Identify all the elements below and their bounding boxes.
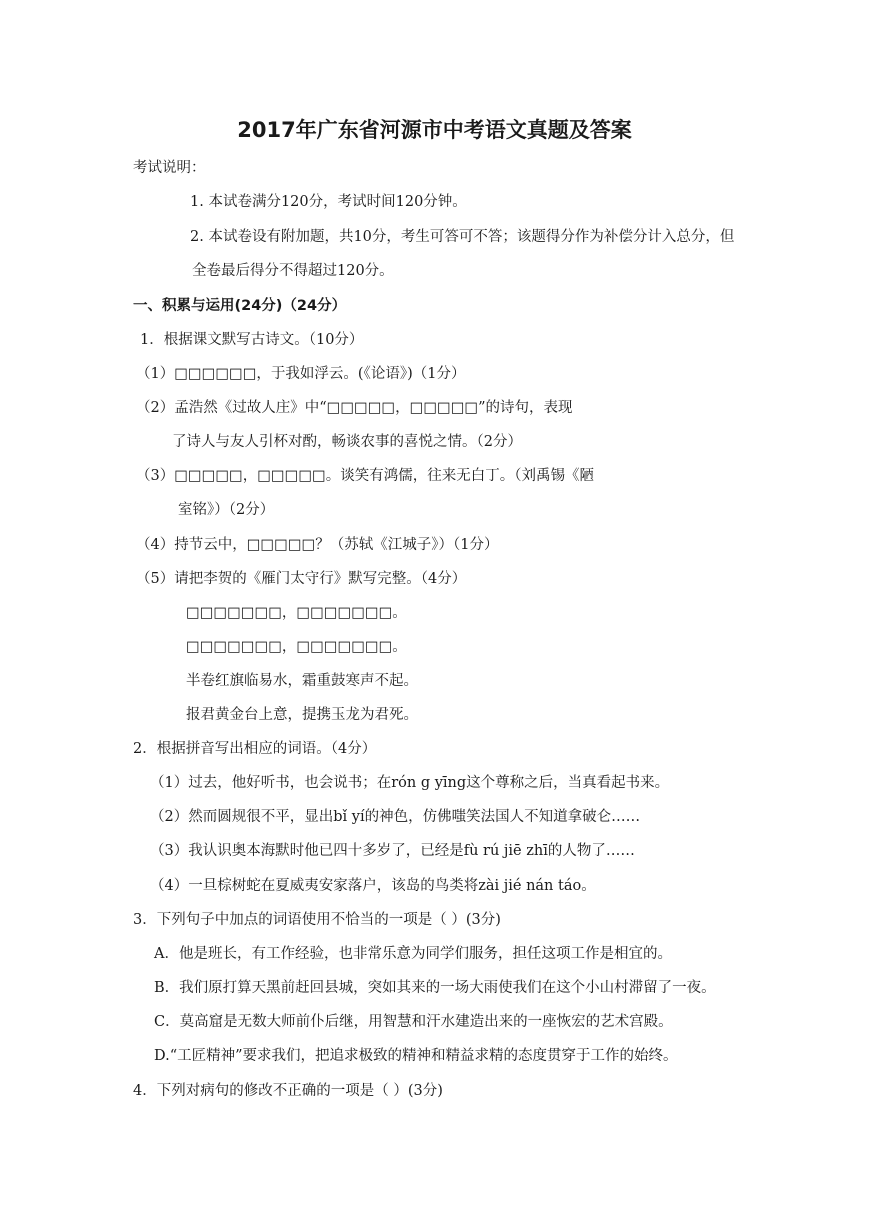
- question-1-part: 了诗人与友人引杯对酌，畅谈农事的喜悦之情。（2分）: [172, 434, 522, 450]
- question-2-part: （3）我认识奥本海默时他已四十多岁了，已经是fù rú jiē zhī的人物了……: [150, 843, 635, 859]
- poem-line: □□□□□□□，□□□□□□□。: [186, 639, 407, 655]
- question-2-part: （1）过去，他好听书，也会说书；在rón g yīng这个尊称之后，当真看起书来。: [150, 775, 670, 791]
- question-1-part: 室铭》）（2分）: [178, 502, 275, 518]
- question-4-stem: 4．下列对病句的修改不正确的一项是（ ）(3分): [133, 1083, 443, 1099]
- question-1-part: （1）□□□□□□，于我如浮云。(《论语》)（1分）: [136, 366, 466, 382]
- poem-line: 半卷红旗临易水，霜重鼓寒声不起。: [186, 673, 418, 689]
- exam-note-1: 1. 本试卷满分120分，考试时间120分钟。: [190, 194, 467, 210]
- question-1-part: （4）持节云中，□□□□□？（苏轼《江城子》）（1分）: [136, 537, 499, 553]
- question-3-option-c: C．莫高窟是无数大师前仆后继，用智慧和汗水建造出来的一座恢宏的艺术宫殿。: [154, 1014, 673, 1030]
- question-2-stem: 2．根据拼音写出相应的词语。（4分）: [133, 741, 377, 757]
- question-1-part: （3）□□□□□，□□□□□。谈笑有鸿儒，往来无白丁。（刘禹锡《陋: [136, 468, 594, 484]
- question-3-option-d: D.“工匠精神”要求我们，把追求极致的精神和精益求精的态度贯穿于工作的始终。: [154, 1048, 678, 1064]
- poem-line: □□□□□□□，□□□□□□□。: [186, 605, 407, 621]
- question-1-part: （5）请把李贺的《雁门太守行》默写完整。（4分）: [136, 571, 467, 587]
- question-1-part: （2）孟浩然《过故人庄》中“□□□□□，□□□□□”的诗句，表现: [136, 400, 573, 416]
- exam-note-2-continued: 全卷最后得分不得超过120分。: [192, 263, 394, 279]
- section-heading: 一、积累与运用(24分)（24分）: [133, 298, 347, 314]
- exam-notes-heading: 考试说明：: [133, 160, 206, 176]
- question-3-option-b: B．我们原打算天黑前赶回县城，突如其来的一场大雨使我们在这个小山村滞留了一夜。: [154, 980, 716, 996]
- page-title: 2017年广东省河源市中考语文真题及答案: [237, 118, 632, 142]
- question-2-part: （4）一旦棕树蛇在夏威夷安家落户，该岛的鸟类将zài jié nán táo。: [150, 878, 596, 894]
- poem-line: 报君黄金台上意，提携玉龙为君死。: [186, 707, 418, 723]
- question-2-part: （2）然而圆规很不平，显出bǐ yí的神色，仿佛嗤笑法国人不知道拿破仑……: [150, 809, 641, 825]
- question-3-option-a: A．他是班长，有工作经验，也非常乐意为同学们服务，担任这项工作是相宜的。: [154, 946, 672, 962]
- question-3-stem: 3．下列句子中加点的词语使用不恰当的一项是（ ）(3分): [133, 912, 501, 928]
- question-1-stem: 1．根据课文默写古诗文。（10分）: [140, 332, 364, 348]
- exam-note-2: 2. 本试卷设有附加题，共10分，考生可答可不答；该题得分作为补偿分计入总分，但: [190, 229, 735, 245]
